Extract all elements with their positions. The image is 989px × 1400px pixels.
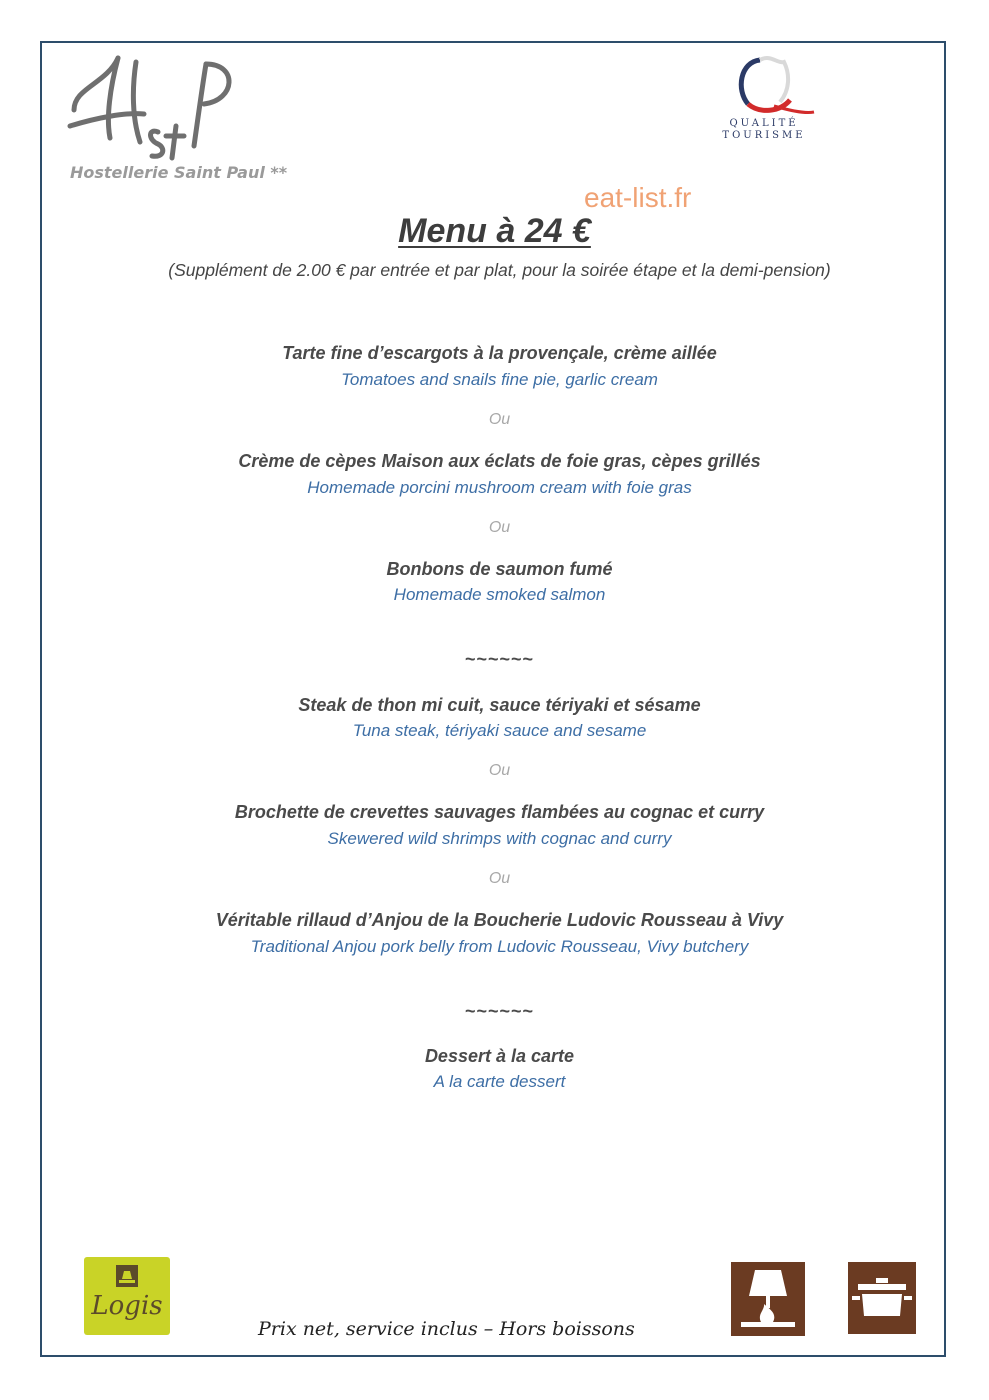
- starter-1-en: Tomatoes and snails fine pie, garlic cream: [341, 370, 658, 389]
- menu-title: Menu à 24 €: [398, 212, 591, 250]
- cooking-pot-icon: [848, 1262, 916, 1334]
- menu-subtitle: (Supplément de 2.00 € par entrée et par plat, pour la soirée étape et la demi-pension): [168, 260, 831, 280]
- or-label: Ou: [488, 870, 511, 887]
- hstp-logo: [66, 48, 236, 164]
- starter-3-en: Homemade smoked salmon: [393, 585, 606, 604]
- main-2-en: Skewered wild shrimps with cognac and curry: [327, 829, 672, 848]
- main-1-fr: Steak de thon mi cuit, sauce tériyaki et sésame: [298, 695, 701, 715]
- starter-1-fr: Tarte fine d’escargots à la provençale, crème aillée: [282, 343, 717, 363]
- course-separator: ~~~~~~: [464, 649, 535, 669]
- main-3-fr: Véritable rillaud d’Anjou de la Boucherie Ludovic Rousseau à Vivy: [215, 910, 784, 930]
- or-label: Ou: [488, 519, 511, 536]
- dessert-en: A la carte dessert: [433, 1072, 566, 1091]
- fireplace-badge: [731, 1262, 805, 1336]
- starter-2-en: Homemade porcini mushroom cream with foie gras: [307, 478, 692, 497]
- watermark: eat-list.fr: [584, 182, 692, 213]
- hat-icon: [114, 1265, 140, 1287]
- footer-note: Prix net, service inclus – Hors boissons: [258, 1318, 635, 1340]
- main-3-en: Traditional Anjou pork belly from Ludovic Rousseau, Vivy butchery: [250, 937, 749, 956]
- logis-logo: [84, 1257, 170, 1335]
- qualite-tourisme-label: QUALITÉ TOURISME: [722, 118, 806, 141]
- starter-2-fr: Crème de cèpes Maison aux éclats de foie gras, cèpes grillés: [238, 451, 761, 471]
- hotel-name: Hostellerie Saint Paul **: [70, 163, 288, 182]
- course-separator: ~~~~~~: [464, 1001, 535, 1021]
- dessert-fr: Dessert à la carte: [424, 1046, 575, 1066]
- or-label: Ou: [488, 762, 511, 779]
- main-2-fr: Brochette de crevettes sauvages flambées au cognac et curry: [234, 802, 765, 822]
- or-label: Ou: [488, 411, 511, 428]
- logis-label: Logis: [91, 1291, 163, 1321]
- fireplace-icon: [731, 1262, 805, 1336]
- starter-3-fr: Bonbons de saumon fumé: [386, 559, 613, 579]
- cooking-pot-badge: [848, 1262, 916, 1334]
- main-1-en: Tuna steak, tériyaki sauce and sesame: [352, 721, 647, 740]
